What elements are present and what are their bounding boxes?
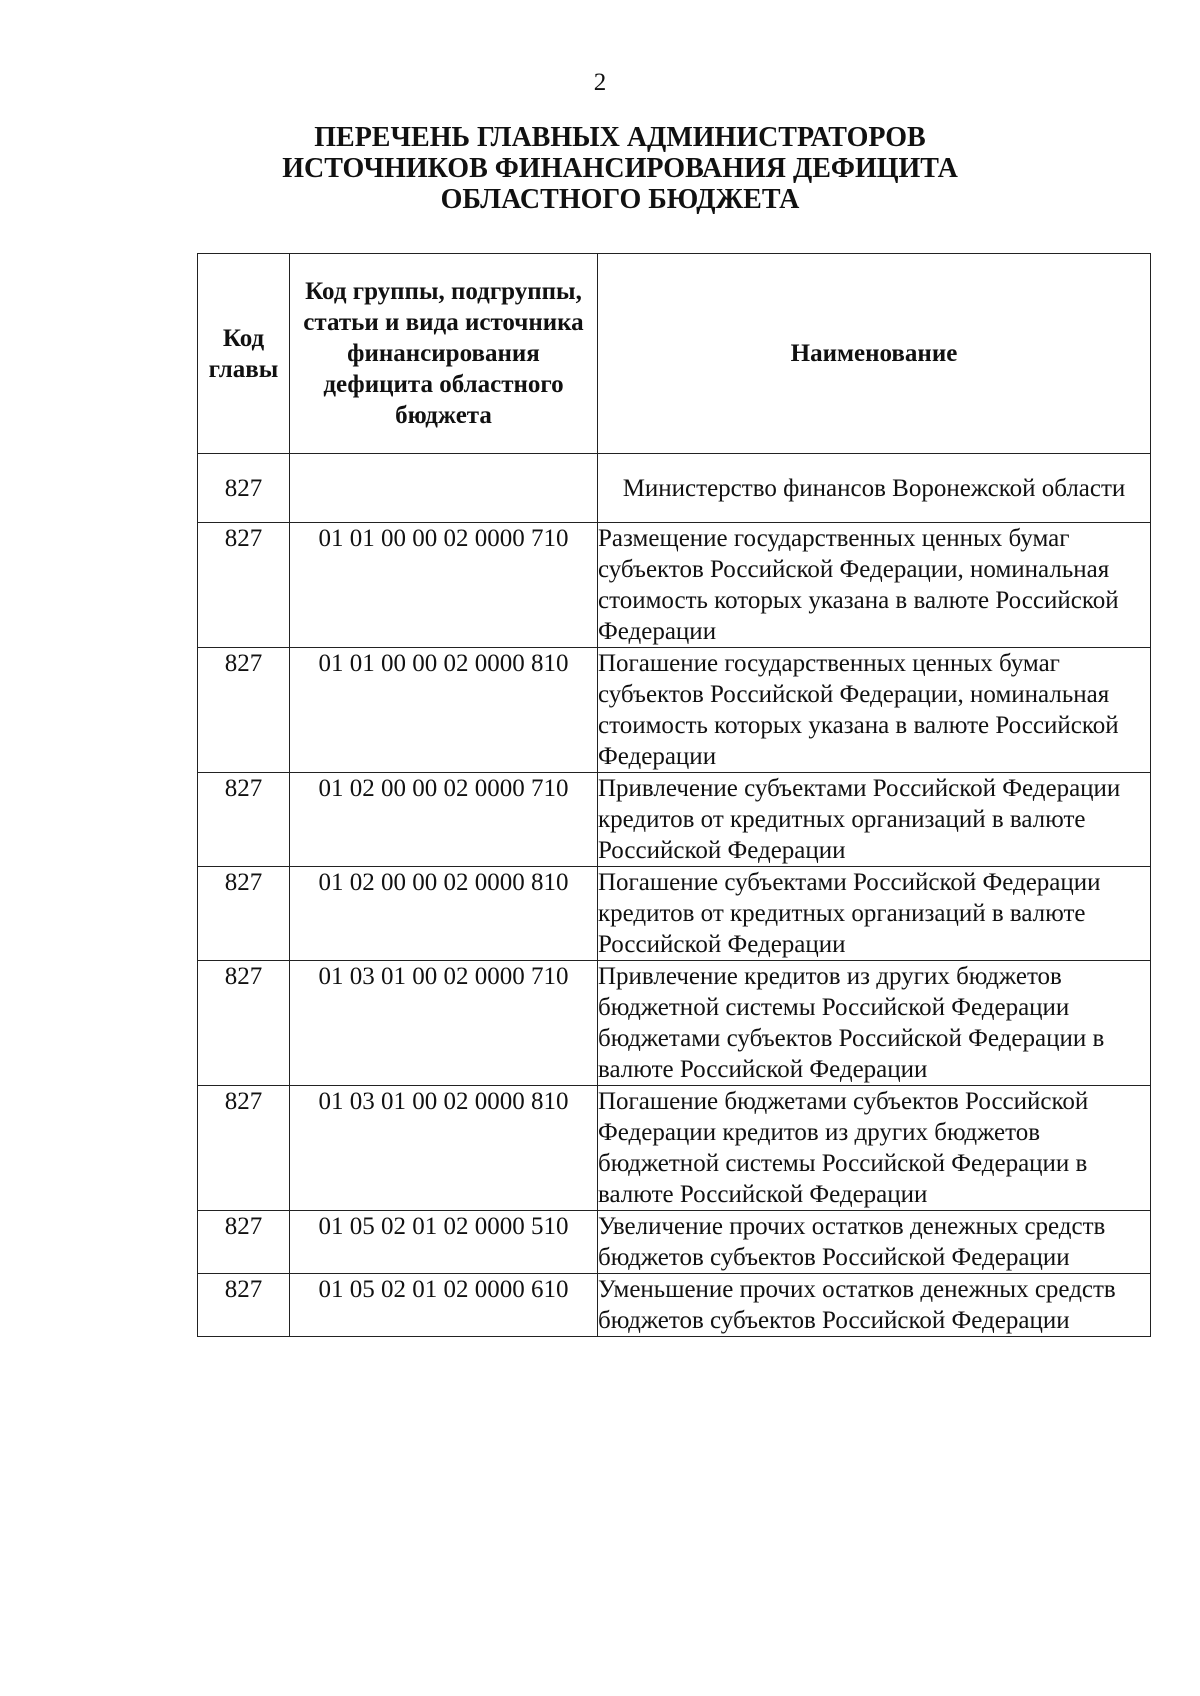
cell-code: 01 03 01 00 02 0000 710 [290, 961, 598, 1086]
cell-chapter: 827 [198, 1211, 290, 1274]
cell-name: Размещение государственных ценных бумаг субъектов Российской Федерации, номинальная стоимость которых указана в валюте Российской Федерации [598, 523, 1151, 648]
cell-chapter: 827 [198, 1086, 290, 1211]
table-header-row [198, 254, 1151, 454]
cell-chapter: 827 [198, 523, 290, 648]
table-row [198, 648, 1151, 773]
cell-chapter: 827 [198, 961, 290, 1086]
cell-code: 01 01 00 00 02 0000 710 [290, 523, 598, 648]
cell-name: Уменьшение прочих остатков денежных средств бюджетов субъектов Российской Федерации [598, 1274, 1151, 1337]
cell-code [290, 454, 598, 523]
title-line: ПЕРЕЧЕНЬ ГЛАВНЫХ АДМИНИСТРАТОРОВ [314, 122, 926, 153]
cell-code: 01 02 00 00 02 0000 710 [290, 773, 598, 867]
table-row [198, 1086, 1151, 1211]
table-row [198, 961, 1151, 1086]
cell-chapter: 827 [198, 867, 290, 961]
cell-code: 01 05 02 01 02 0000 510 [290, 1211, 598, 1274]
table-row [198, 1211, 1151, 1274]
title-line: ИСТОЧНИКОВ ФИНАНСИРОВАНИЯ ДЕФИЦИТА [282, 153, 958, 184]
cell-code: 01 03 01 00 02 0000 810 [290, 1086, 598, 1211]
cell-code: 01 02 00 00 02 0000 810 [290, 867, 598, 961]
document-title [0, 122, 1200, 215]
header-name: Наименование [598, 254, 1151, 454]
title-line: ОБЛАСТНОГО БЮДЖЕТА [440, 184, 800, 215]
cell-name: Погашение бюджетами субъектов Российской Федерации кредитов из других бюджетов бюджетной системы Российской Федерации в валюте Российской Федерации [598, 1086, 1151, 1211]
administrators-table [197, 253, 1151, 1337]
table-row [198, 1274, 1151, 1337]
table-row [198, 523, 1151, 648]
header-source-code: Код группы, подгруппы, статьи и вида источника финансирования дефицита областного бюджета [290, 254, 598, 454]
cell-name: Привлечение субъектами Российской Федерации кредитов от кредитных организаций в валюте Российской Федерации [598, 773, 1151, 867]
cell-chapter: 827 [198, 648, 290, 773]
cell-name: Погашение государственных ценных бумаг субъектов Российской Федерации, номинальная стоимость которых указана в валюте Российской Федерации [598, 648, 1151, 773]
cell-code: 01 01 00 00 02 0000 810 [290, 648, 598, 773]
table-row [198, 773, 1151, 867]
header-chapter-code: Код главы [198, 254, 290, 454]
ministry-row [198, 454, 1151, 523]
table-row [198, 867, 1151, 961]
cell-chapter: 827 [198, 773, 290, 867]
cell-code: 01 05 02 01 02 0000 610 [290, 1274, 598, 1337]
cell-name: Министерство финансов Воронежской области [598, 454, 1151, 523]
cell-chapter: 827 [198, 1274, 290, 1337]
page-number: 2 [593, 69, 607, 96]
cell-name: Привлечение кредитов из других бюджетов бюджетной системы Российской Федерации бюджетами субъектов Российской Федерации в валюте Российской Федерации [598, 961, 1151, 1086]
cell-chapter: 827 [198, 454, 290, 523]
cell-name: Увеличение прочих остатков денежных средств бюджетов субъектов Российской Федерации [598, 1211, 1151, 1274]
cell-name: Погашение субъектами Российской Федерации кредитов от кредитных организаций в валюте Российской Федерации [598, 867, 1151, 961]
